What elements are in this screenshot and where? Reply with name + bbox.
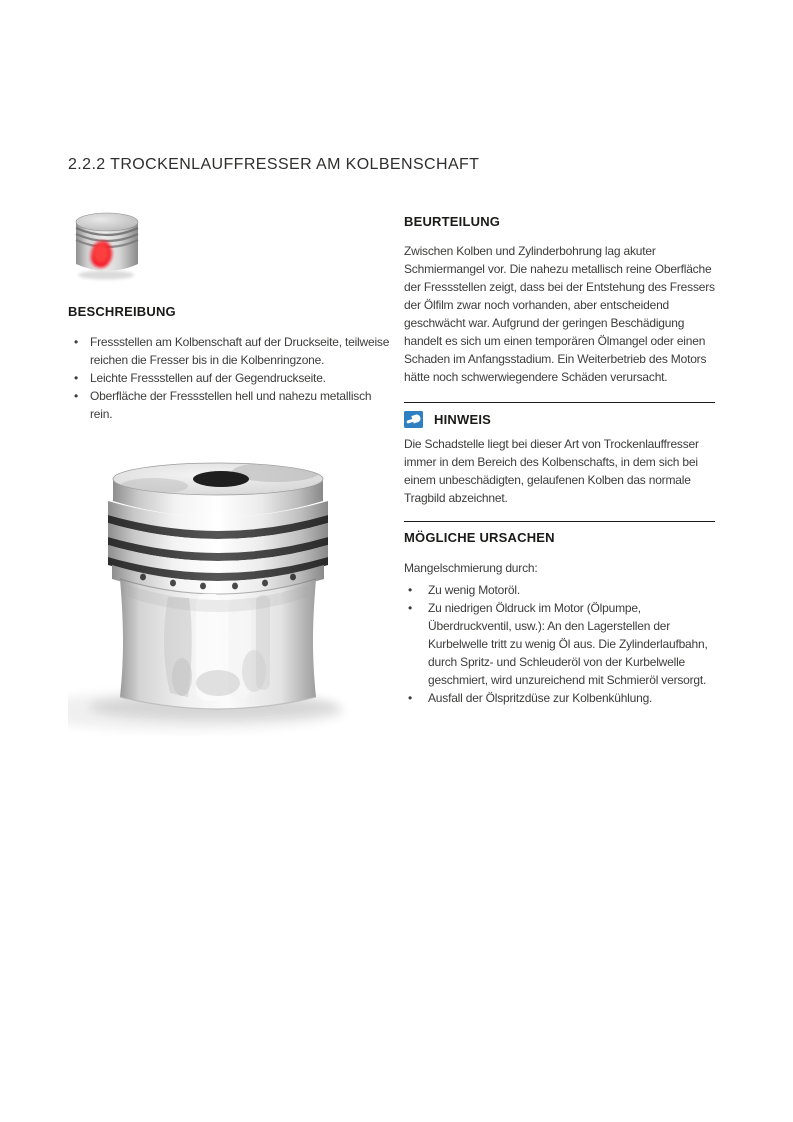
- beschreibung-list: [68, 333, 390, 423]
- beurteilung-text: Zwischen Kolben und Zylinderbohrung lag akuter Schmiermangel vor. Die nahezu metallisch reine Oberfläche der Fressstellen zeigt, dass bei der Entstehung des Fressers der Ölfilm zwar noch vorhanden, aber entscheidend geschwächt war. Aufgrund der geringen Beschädigung handelt es sich um einen temporären Ölmangel oder einen Schaden im Anfangsstadium. Ein Weiterbetrieb des Motors hätte noch schwerwiegendere Schäden verursacht.: [404, 244, 715, 384]
- list-item: • Leichte Fressstellen auf der Gegendruckseite.: [68, 369, 390, 387]
- list-item: • Zu niedrigen Öldruck im Motor (Ölpumpe, Überdruckventil, usw.): An den Lagerstellen der Kurbelwelle tritt zu wenig Öl aus. Die Zylinderlaufbahn, durch Spritz- und Schleuderöl von der Kurbelwelle geschmiert, wird unzureichend mit Schmieröl versorgt.: [404, 599, 715, 689]
- divider: [404, 402, 715, 403]
- hinweis-text: Die Schadstelle liegt bei dieser Art von Trockenlauffresser immer in dem Bereich des Kolbenschafts, in dem sich bei einem unbeschädigten, gelaufenen Kolben das normale Tragbild abzeichnet.: [404, 437, 699, 505]
- hinweis-header: [404, 411, 715, 428]
- beurteilung-heading: BEURTEILUNG: [404, 214, 501, 229]
- ursachen-intro: Mangelschmierung durch:: [404, 561, 538, 575]
- list-item: • Zu wenig Motoröl.: [404, 581, 715, 599]
- piston-damage-thumbnail-icon: [68, 206, 146, 282]
- ursachen-heading: MÖGLICHE URSACHEN: [404, 530, 555, 545]
- divider: [404, 521, 715, 522]
- piston-photo: [68, 445, 380, 737]
- list-item: • Ausfall der Ölspritzdüse zur Kolbenkühlung.: [404, 689, 715, 707]
- left-column: [68, 206, 390, 737]
- hinweis-heading: HINWEIS: [434, 412, 492, 427]
- pointing-hand-icon: [404, 411, 423, 428]
- beschreibung-heading: BESCHREIBUNG: [68, 304, 176, 319]
- page-title: 2.2.2 TROCKENLAUFFRESSER AM KOLBENSCHAFT: [68, 156, 480, 173]
- list-item: • Fressstellen am Kolbenschaft auf der Druckseite, teilweise reichen die Fresser bis in die Kolbenringzone.: [68, 333, 390, 369]
- right-column: [404, 206, 715, 707]
- ursachen-list: [404, 581, 715, 707]
- list-item: • Oberfläche der Fressstellen hell und nahezu metallisch rein.: [68, 387, 390, 423]
